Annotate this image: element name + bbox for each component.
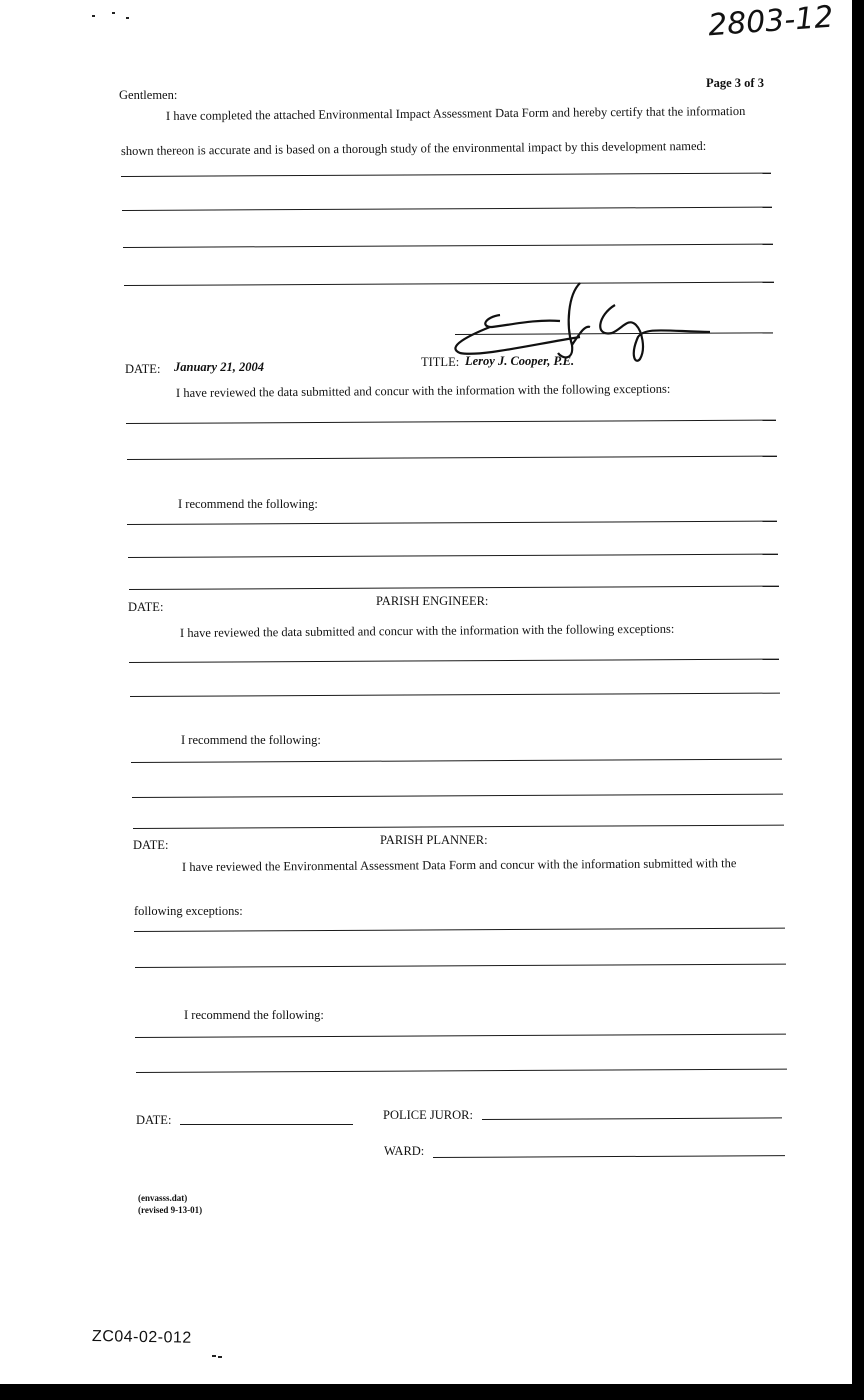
recommendation-line bbox=[132, 794, 783, 798]
engineer-review-text: I have reviewed the data submitted and concur with the information with the following exceptions: bbox=[175, 381, 671, 400]
scan-speck bbox=[212, 1355, 216, 1357]
development-name-line bbox=[123, 244, 773, 248]
juror-review-text-line-2: following exceptions: bbox=[134, 904, 243, 918]
recommendation-line bbox=[136, 1069, 787, 1073]
recommendation-line bbox=[131, 759, 782, 763]
salutation: Gentlemen: bbox=[119, 88, 178, 102]
exceptions-line bbox=[130, 693, 780, 697]
certification-line-1: I have completed the attached Environmental Impact Assessment Data Form and hereby certify that the information bbox=[165, 103, 746, 123]
development-name-line bbox=[121, 173, 771, 177]
handwritten-file-number: 2803-12 bbox=[706, 0, 835, 44]
page-number: Page 3 of 3 bbox=[706, 76, 764, 90]
ward-label: WARD: bbox=[384, 1144, 425, 1158]
document-code: ZC04-02-012 bbox=[91, 1328, 192, 1347]
title-label: TITLE: bbox=[421, 355, 460, 369]
engineer-recommend-text: I recommend the following: bbox=[178, 497, 318, 511]
police-juror-label: POLICE JUROR: bbox=[383, 1108, 473, 1122]
juror-review-text-line-1: I have reviewed the Environmental Assessment Data Form and concur with the information submitted with the bbox=[181, 856, 737, 874]
ward-line bbox=[433, 1155, 785, 1158]
scan-speck bbox=[126, 17, 129, 19]
recommendation-line bbox=[129, 586, 779, 590]
date-value: January 21, 2004 bbox=[174, 360, 264, 374]
juror-date-label: DATE: bbox=[136, 1113, 172, 1127]
footer-revision: (revised 9-13-01) bbox=[138, 1205, 203, 1215]
certification-line-2: shown thereon is accurate and is based on a thorough study of the environmental impact by this development named: bbox=[120, 138, 707, 158]
recommendation-line bbox=[133, 825, 784, 829]
scan-speck bbox=[92, 15, 95, 17]
date-signature-line bbox=[180, 1124, 353, 1125]
date-label: DATE: bbox=[125, 362, 161, 376]
exceptions-line bbox=[129, 659, 779, 663]
recommendation-line bbox=[135, 1034, 786, 1038]
recommendation-line bbox=[128, 554, 778, 558]
scan-speck bbox=[218, 1356, 222, 1358]
footer-file-name: (envasss.dat) bbox=[138, 1193, 188, 1203]
planner-recommend-text: I recommend the following: bbox=[181, 733, 321, 747]
development-name-line bbox=[122, 207, 772, 211]
title-value: Leroy J. Cooper, P.E. bbox=[465, 354, 575, 368]
parish-planner-label: PARISH PLANNER: bbox=[380, 833, 488, 847]
exceptions-line bbox=[135, 964, 786, 968]
exceptions-line bbox=[134, 928, 785, 932]
planner-date-label: DATE: bbox=[133, 838, 169, 852]
engineer-date-label: DATE: bbox=[128, 600, 164, 614]
police-juror-signature-line bbox=[482, 1117, 782, 1120]
juror-recommend-text: I recommend the following: bbox=[184, 1008, 324, 1022]
exceptions-line bbox=[127, 456, 777, 460]
exceptions-line bbox=[126, 420, 776, 424]
parish-engineer-label: PARISH ENGINEER: bbox=[376, 594, 489, 608]
recommendation-line bbox=[127, 521, 777, 525]
scan-speck bbox=[112, 12, 115, 14]
planner-review-text: I have reviewed the data submitted and concur with the information with the following exceptions: bbox=[179, 621, 675, 640]
